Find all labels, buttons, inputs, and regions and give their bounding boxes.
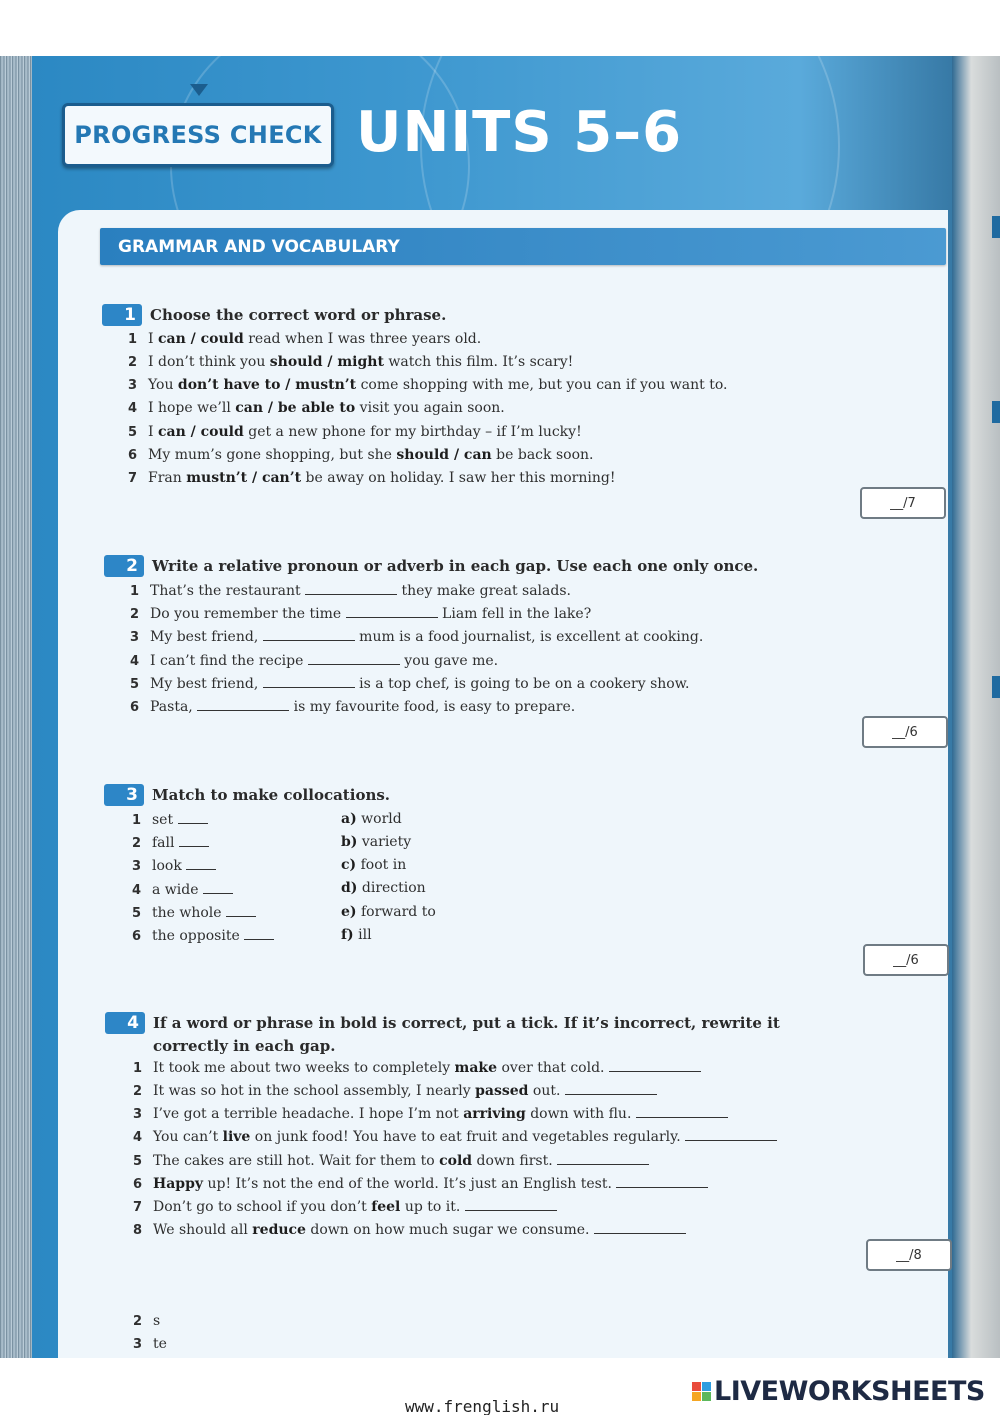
exercise-2-item [130,629,703,645]
progress-check-label [62,103,334,167]
section-title: GRAMMAR AND VOCABULARY [118,236,400,257]
exercise-instruction: If a word or phrase in bold is correct, put a tick. If it’s incorrect, rewrite it [153,1014,780,1032]
item-number: 6 [132,929,142,944]
exercise-4-item [133,1153,649,1169]
exercise-4-item [133,1106,728,1122]
item-number: 4 [130,654,140,669]
option-text: direction [361,880,426,896]
item-text: I hope we’ll [148,400,236,416]
exercise-2-item [130,583,571,599]
exercise-instruction: correctly in each gap. [153,1037,336,1055]
exercise-2-heading [104,555,758,578]
item-number: 2 [128,355,138,370]
exercise-instruction: Choose the correct word or phrase. [150,306,447,324]
item-text: they make great salads. [397,583,571,599]
item-text: up to it. [400,1199,465,1215]
item-text: I can’t find the recipe [150,653,308,669]
choice-options[interactable]: mustn’t / can’t [186,470,302,486]
item-text: watch this film. It’s scary! [383,354,574,370]
option-letter: a) [341,811,357,827]
answer-gap[interactable] [203,893,233,894]
item-text: The cakes are still hot. Wait for them to [153,1153,440,1169]
exercise-number: 4 [105,1012,145,1034]
item-text: a wide [152,882,199,898]
item-text: the whole [152,905,222,921]
logo-text: LIVEWORKSHEETS [714,1376,985,1407]
item-text: te [153,1336,167,1352]
item-text: down with flu. [525,1106,636,1122]
bold-phrase: Happy [153,1176,204,1192]
option-text: ill [358,927,372,943]
item-number: 1 [128,332,138,347]
item-number: 6 [128,448,138,463]
exercise-4-heading [105,1012,780,1058]
answer-gap[interactable] [616,1187,708,1188]
answer-gap[interactable] [465,1210,557,1211]
item-text: You [148,377,178,393]
progress-check-text: PROGRESS CHECK [74,121,322,149]
option-text: forward to [360,904,436,920]
exercise-1-item [128,331,481,347]
exercise-1-item [128,424,582,440]
choice-options[interactable]: can / could [157,424,244,440]
item-text: is my favourite food, is easy to prepare. [289,699,576,715]
answer-gap[interactable] [565,1094,657,1095]
page-edge-mark [992,216,1000,238]
collocation-left-item [132,835,209,851]
answer-gap[interactable] [263,640,355,641]
item-text: be away on holiday. I saw her this morning! [301,470,616,486]
exercise-1-item [128,400,505,416]
option-letter: b) [341,834,358,850]
logo-grid-icon [692,1382,711,1401]
score-box[interactable]: __/8 [866,1239,952,1271]
collocation-left-item [132,882,233,898]
item-text: My best friend, [150,629,263,645]
item-text: It took me about two weeks to completely [153,1060,455,1076]
item-number: 3 [130,630,140,645]
answer-gap[interactable] [244,939,274,940]
option-text: foot in [360,857,407,873]
answer-gap[interactable] [197,710,289,711]
option-letter: c) [341,857,357,873]
page-title: UNITS 5–6 [356,100,683,165]
item-number: 7 [128,471,138,486]
answer-gap[interactable] [305,594,397,595]
item-number: 2 [132,836,142,851]
item-text: Do you remember the time [150,606,346,622]
bold-phrase: make [454,1060,498,1076]
page-edge-shadow [952,56,1000,1358]
item-text: You can’t [153,1129,223,1145]
item-text: I don’t think you [148,354,270,370]
item-text: come shopping with me, but you can if you want to. [356,377,728,393]
exercise-1-item [128,447,593,463]
answer-gap[interactable] [346,617,438,618]
item-text: That’s the restaurant [150,583,306,599]
item-number: 4 [133,1130,143,1145]
exercise-number: 2 [104,555,144,577]
item-number: 3 [133,1337,143,1352]
option-text: world [361,811,402,827]
section-banner [100,228,946,265]
option-text: variety [361,834,412,850]
arrow-down-icon [190,84,208,96]
item-number: 5 [132,906,142,921]
item-text: Fran [148,470,187,486]
exercise-4-item [133,1129,777,1145]
answer-gap[interactable] [308,664,400,665]
item-number: 6 [133,1177,143,1192]
item-number: 3 [132,859,142,874]
item-text: out. [528,1083,565,1099]
answer-gap[interactable] [179,846,209,847]
exercise-4-item [133,1222,686,1238]
item-number: 4 [128,401,138,416]
item-number: 7 [133,1200,143,1215]
item-text: up! It’s not the end of the world. It’s just an English test. [203,1176,617,1192]
choice-options[interactable]: don’t have to / mustn’t [177,377,357,393]
item-number: 5 [130,677,140,692]
exercise-4-item [133,1199,557,1215]
exercise-1-item [128,354,573,370]
exercise-2-item [130,676,690,692]
item-text: fall [152,835,175,851]
item-text: It was so hot in the school assembly, I nearly [153,1083,476,1099]
collocation-left-item [132,928,274,944]
bold-phrase: passed [475,1083,529,1099]
choice-options[interactable]: can / could [157,331,244,347]
book-spine [0,56,32,1358]
collocation-right-item [341,834,411,850]
item-text: I’ve got a terrible headache. I hope I’m not [153,1106,464,1122]
item-text: I [148,424,158,440]
exercise-1-heading [102,304,446,327]
option-letter: e) [341,904,357,920]
item-number: 5 [133,1154,143,1169]
answer-gap[interactable] [226,916,256,917]
item-text: on junk food! You have to eat fruit and vegetables regularly. [250,1129,686,1145]
exercise-instruction: Write a relative pronoun or adverb in each gap. Use each one only once. [152,557,759,575]
item-text: you gave me. [399,653,499,669]
exercise-instruction: Match to make collocations. [152,786,391,804]
item-text: is a top chef, is going to be on a cookery show. [354,676,690,692]
item-text: down first. [472,1153,558,1169]
item-text: set [152,812,174,828]
item-number: 5 [128,425,138,440]
item-number: 3 [133,1107,143,1122]
item-number: 1 [133,1061,143,1076]
answer-gap[interactable] [263,687,355,688]
answer-gap[interactable] [178,823,208,824]
item-number: 1 [130,584,140,599]
item-number: 8 [133,1223,143,1238]
collocation-right-item [341,811,402,827]
collocation-left-item [132,858,216,874]
collocation-right-item [341,927,372,943]
answer-gap[interactable] [594,1233,686,1234]
item-number: 2 [130,607,140,622]
item-text: My mum’s gone shopping, but she [148,447,397,463]
answer-gap[interactable] [186,869,216,870]
answer-gap[interactable] [636,1117,728,1118]
bold-phrase: live [222,1129,251,1145]
exercise-2-item [130,699,575,715]
page-edge-mark [992,676,1000,698]
footer-url[interactable]: www.frenglish.ru [405,1397,560,1415]
option-letter: d) [341,880,358,896]
exercise-2-item [130,653,498,669]
item-number: 4 [132,883,142,898]
score-box[interactable]: __/6 [863,944,949,976]
item-text: mum is a food journalist, is excellent at cooking. [354,629,704,645]
answer-gap[interactable] [609,1071,701,1072]
item-text: Pasta, [150,699,198,715]
exercise-1-item [128,377,727,393]
exercise-number: 3 [104,784,144,806]
item-text: My best friend, [150,676,263,692]
choice-options[interactable]: can / be able to [235,400,356,416]
exercise-4-item [133,1176,708,1192]
exercise-1-item [128,470,615,486]
exercise-4-item [133,1060,701,1076]
collocation-right-item [341,857,406,873]
score-box[interactable]: __/6 [862,716,948,748]
item-text: down on how much sugar we consume. [305,1222,594,1238]
item-number: 2 [133,1084,143,1099]
item-text: over that cold. [497,1060,609,1076]
score-box[interactable]: __/7 [860,487,946,519]
item-text: Liam fell in the lake? [437,606,592,622]
liveworksheets-logo[interactable] [692,1376,985,1407]
item-text: look [152,858,182,874]
collocation-right-item [341,880,426,896]
exercise-3-heading [104,784,390,807]
item-text: be back soon. [491,447,594,463]
collocation-left-item [132,905,256,921]
item-number: 1 [132,813,142,828]
bold-phrase: arriving [463,1106,526,1122]
exercise-4-item [133,1083,657,1099]
item-text: visit you again soon. [355,400,505,416]
item-text: get a new phone for my birthday – if I’m lucky! [243,424,582,440]
item-text: I [148,331,158,347]
cutoff-fragment [133,1336,167,1352]
choice-options[interactable]: should / might [269,354,384,370]
page-edge-mark [992,401,1000,423]
item-number: 2 [133,1314,143,1329]
bold-phrase: feel [371,1199,401,1215]
item-number: 6 [130,700,140,715]
cutoff-fragment [133,1313,160,1329]
collocation-right-item [341,904,436,920]
item-text: read when I was three years old. [243,331,482,347]
item-text: We should all [153,1222,253,1238]
bold-phrase: cold [439,1153,473,1169]
item-number: 3 [128,378,138,393]
answer-gap[interactable] [685,1140,777,1141]
bold-phrase: reduce [252,1222,306,1238]
exercise-2-item [130,606,591,622]
answer-gap[interactable] [557,1164,649,1165]
collocation-left-item [132,812,208,828]
option-letter: f) [341,927,354,943]
item-text: the opposite [152,928,240,944]
exercise-number: 1 [102,304,142,326]
item-text: Don’t go to school if you don’t [153,1199,372,1215]
item-text: s [153,1313,161,1329]
choice-options[interactable]: should / can [396,447,492,463]
